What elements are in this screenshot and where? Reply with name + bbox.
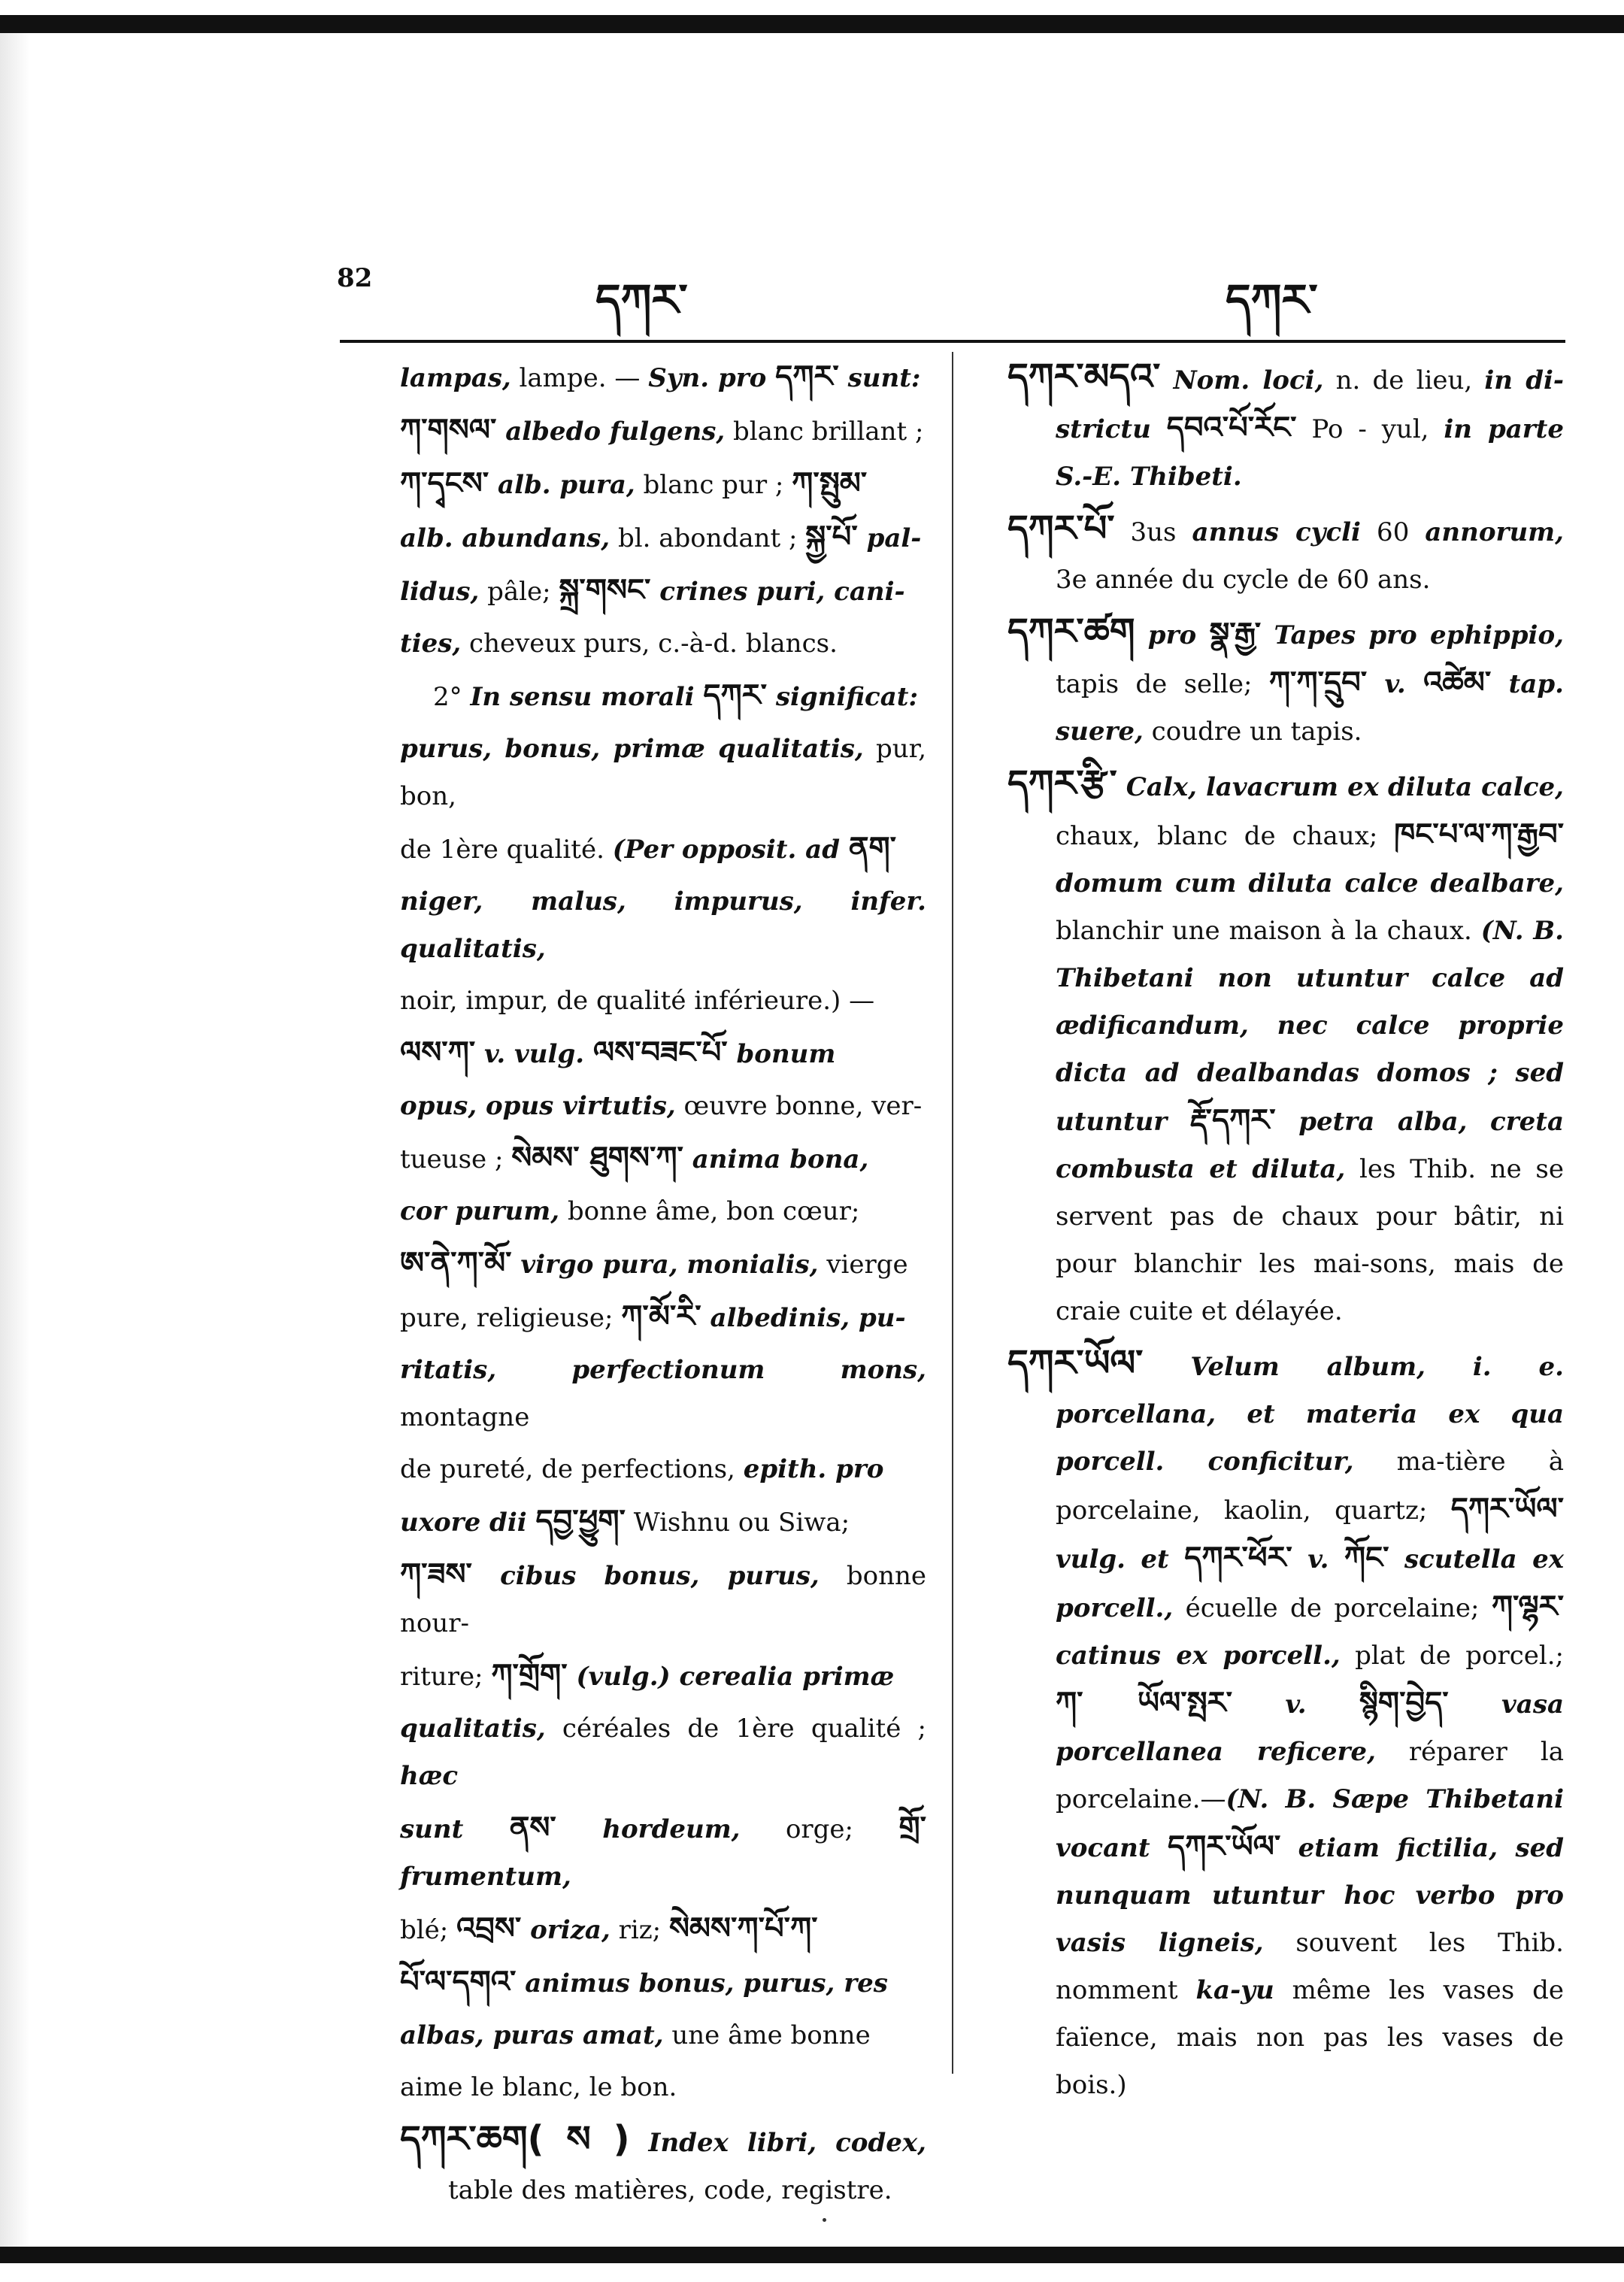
tibetan-term: ལས་ཀ་ — [400, 1035, 476, 1070]
french-text: réparer la porcelaine.— — [1056, 1737, 1564, 1814]
tibetan-term: དཀར་ — [703, 678, 768, 713]
latin-text: vasa porcellanea reficere, — [1056, 1690, 1564, 1767]
tibetan-term: ཀ་ ཡོལ་སྤར་ — [1056, 1686, 1232, 1720]
latin-text: domum cum diluta calce dealbare, — [1056, 868, 1564, 899]
text-line — [400, 878, 926, 973]
latin-text: v. — [1232, 1690, 1359, 1720]
french-text: tueuse ; — [400, 1144, 512, 1174]
left-column — [400, 353, 926, 2219]
french-text: chaux, blanc de chaux; — [1056, 821, 1395, 851]
french-text: 2° — [433, 682, 471, 712]
french-text: riture; — [400, 1662, 492, 1692]
tibetan-term: དཀར་ཕོར་ — [1184, 1541, 1292, 1575]
tibetan-term: ཀ་མོ་རི་ — [621, 1299, 701, 1334]
latin-text: albedo fulgens, — [496, 417, 726, 447]
text-line — [400, 672, 926, 721]
tibetan-term: ཀོང་ — [1344, 1541, 1389, 1575]
french-text: Po - yul, — [1296, 414, 1444, 444]
text-line — [400, 1446, 926, 1493]
french-text: riz; — [610, 1915, 669, 1945]
text-line — [400, 1498, 926, 1547]
french-text: pâle; — [479, 577, 559, 607]
latin-text: hæc — [400, 1761, 459, 1791]
french-text: pure, religieuse; — [400, 1303, 622, 1333]
text-line — [400, 825, 926, 874]
tibetan-term: དཀར་ཡོལ་ — [1167, 1829, 1281, 1864]
french-text: bl. abondant ; — [610, 523, 806, 553]
tibetan-term: ཀ་ཀ་དྲུབ་ — [1268, 665, 1368, 700]
latin-text: Index libri, codex, — [629, 2128, 926, 2158]
latin-text: petra alba, creta combusta et diluta, — [1056, 1107, 1564, 1184]
french-text: blanc brillant ; — [725, 417, 924, 447]
latin-text: crines puri, cani- — [650, 577, 905, 607]
tibetan-term: ཀ་ལྷར་ — [1491, 1590, 1564, 1624]
text-line — [400, 1905, 926, 1954]
latin-text: niger, malus, impurus, infer. qualitatis, — [400, 886, 926, 964]
text-line — [400, 1083, 926, 1130]
latin-text: annorum, — [1425, 517, 1564, 547]
french-text: montagne — [400, 1402, 530, 1432]
text-line — [400, 1188, 926, 1235]
french-text: œuvre bonne, ver- — [675, 1091, 923, 1121]
latin-text: ritatis, perfectionum mons, — [400, 1355, 926, 1385]
text-line — [400, 1959, 926, 2008]
latin-text: (Per opposit. ad — [612, 835, 849, 865]
text-line — [400, 1652, 926, 1701]
headword: དཀར་ཚག — [1007, 611, 1135, 653]
latin-text: virgo pura, monialis, — [511, 1250, 819, 1280]
latin-text: tap. suere, — [1056, 669, 1564, 747]
latin-text: Nom. loci, — [1160, 365, 1324, 395]
text-line — [400, 1551, 926, 1647]
latin-text: In sensu morali — [470, 682, 704, 712]
tibetan-term: དཀར་ — [775, 359, 839, 394]
french-text: lampe. — — [511, 363, 649, 393]
tibetan-term: དབའ་པོ་རོང་ — [1166, 411, 1297, 445]
text-line — [400, 1805, 926, 1901]
latin-text: pro — [1135, 620, 1210, 650]
tibetan-term: ཀ་སྤུམ་ — [792, 466, 868, 501]
french-text: une âme bonne — [663, 2020, 871, 2050]
text-line — [400, 567, 926, 616]
latin-text: (N. B. Sæpe Thibetani vocant — [1056, 1784, 1564, 1863]
french-text: 3us — [1114, 517, 1192, 547]
page-left-edge — [0, 30, 30, 2248]
latin-text: v. — [1292, 1544, 1344, 1574]
text-line — [400, 2064, 926, 2111]
french-text: les Thib. ne se servent pas de chaux pour bâtir, ni pour blanchir les mai-sons, mais de craie cuite et délayée. — [1056, 1154, 1564, 1326]
latin-text: Syn. pro — [648, 363, 776, 393]
french-text: noir, impur, de qualité inférieure.) — — [400, 986, 875, 1016]
french-text: même les vases de faïence, mais non pas les vases de bois.) — [1056, 1975, 1565, 2100]
french-text: blé; — [400, 1915, 457, 1945]
latin-text: purus, bonus, primæ qualitatis, — [400, 734, 864, 764]
headword: དཀར་མདའ་ — [1007, 356, 1161, 398]
tibetan-term: ཀ་ཟས་ — [400, 1557, 472, 1592]
latin-text: sunt — [400, 1814, 510, 1844]
latin-text: significat: — [767, 682, 919, 712]
latin-text: qualitatis, — [400, 1714, 546, 1744]
latin-text: v. vulg. — [475, 1039, 593, 1069]
latin-text: bonum — [727, 1039, 836, 1069]
latin-text: lampas, — [400, 363, 511, 393]
latin-text: frumentum, — [400, 1862, 571, 1892]
tibetan-term: འབྲས་ — [456, 1911, 522, 1946]
french-text: de 1ère qualité. — [400, 835, 613, 865]
french-text: pur, bon, — [400, 734, 927, 811]
latin-text: epith. pro — [743, 1454, 884, 1484]
tibetan-term: དབྱ་ཕྱུག་ — [535, 1504, 626, 1538]
latin-text: animus bonus, purus, res — [516, 1968, 888, 1999]
text-line — [400, 977, 926, 1025]
latin-text: in di-strictu — [1056, 365, 1564, 444]
text-line — [400, 726, 926, 820]
latin-text: v. — [1367, 669, 1424, 699]
french-text: vierge — [818, 1250, 908, 1280]
tibetan-term: འཚེམ་ — [1423, 665, 1492, 700]
text-line — [400, 1240, 926, 1289]
french-text: écuelle de porcelaine; — [1173, 1593, 1492, 1623]
french-text: souvent les Thib. nomment — [1056, 1928, 1564, 2005]
text-line — [400, 1293, 926, 1342]
french-text: orge; — [740, 1814, 899, 1844]
latin-text: (N. B. Thibetani non utuntur calce ad ædificandum, nec calce proprie dicta ad dealbandas domos ; sed utuntur — [1056, 916, 1564, 1137]
page-number: 82 — [337, 263, 373, 293]
tibetan-term: དཀར་ཡོལ་ — [1450, 1492, 1564, 1526]
headword: དཀར་ཡོལ་ — [1007, 1342, 1144, 1384]
latin-text: annus cycli — [1192, 517, 1361, 547]
latin-text: in parte S.-E. Thibeti. — [1056, 414, 1565, 492]
french-text: coudre un tapis. — [1143, 717, 1362, 747]
tibetan-term: གྲོ་ — [898, 1811, 926, 1845]
tibetan-term: སྐྱ་པོ་ — [805, 520, 858, 554]
dictionary-entry — [1007, 760, 1564, 1335]
tibetan-term: ཁང་པ་ལ་ཀ་རྒྱབ་ — [1394, 817, 1564, 852]
latin-text: cor purum, — [400, 1196, 560, 1226]
latin-text: Tapes pro ephippio, — [1261, 620, 1564, 650]
french-text: 3e année du cycle de 60 ans. — [1056, 565, 1431, 595]
latin-text: lidus, — [400, 577, 480, 607]
text-line — [400, 1135, 926, 1183]
top-border-bar — [0, 15, 1624, 33]
latin-text: hordeum, — [556, 1814, 741, 1844]
tibetan-term: ལས་བཟང་པོ་ — [592, 1035, 728, 1070]
bottom-border-bar — [0, 2247, 1624, 2263]
text-line — [400, 407, 926, 456]
text-line — [400, 460, 926, 509]
latin-text: anima bona, — [683, 1144, 869, 1174]
french-text: blanc pur ; — [635, 470, 792, 500]
column-divider — [952, 352, 953, 2074]
running-head-left: དཀར་ — [595, 274, 688, 326]
french-text: tapis de selle; — [1056, 669, 1269, 699]
french-text: blanchir une maison à la chaux. — [1056, 916, 1481, 946]
tibetan-term: རྡོ་དཀར་ — [1189, 1103, 1276, 1138]
text-line — [400, 1705, 926, 1800]
french-text: table des matières, code, registre. — [448, 2175, 892, 2205]
headword: དཀར་རྩི་ — [1007, 762, 1117, 805]
dictionary-entry — [1007, 1340, 1564, 2109]
french-text: Wishnu ou Siwa; — [625, 1508, 850, 1538]
printer-mark — [823, 2218, 826, 2222]
latin-text: albedinis, pu- — [701, 1303, 906, 1333]
header-rule — [340, 340, 1565, 343]
latin-text: albas, puras amat, — [400, 2020, 664, 2050]
dictionary-entry — [1007, 608, 1564, 756]
tibetan-term: སྐྲ་གསང་ — [559, 573, 651, 608]
latin-text: pal- — [857, 523, 922, 553]
latin-text: Calx, lavacrum ex diluta calce, — [1116, 772, 1564, 802]
latin-text: ties, — [400, 629, 462, 659]
latin-text: uxore dii — [400, 1508, 536, 1538]
french-text: n. de lieu, — [1323, 365, 1485, 395]
tibetan-term: ཨ་ནེ་ཀ་མོ་ — [400, 1246, 512, 1280]
latin-text: (vulg.) cerealia primæ — [567, 1662, 895, 1692]
french-text: bonne nour- — [400, 1561, 926, 1638]
french-text: de pureté, de perfections, — [400, 1454, 744, 1484]
french-text: cheveux purs, c.-à-d. blancs. — [461, 629, 838, 659]
tibetan-term: པོ་ལ་དགའ་ — [400, 1965, 517, 1999]
latin-text: Velum album, i. e. porcellana, et materia ex qua porcell. conficitur, — [1056, 1352, 1564, 1477]
tibetan-term: སྙིག་བྱེད་ — [1359, 1686, 1449, 1720]
tibetan-term: ནས་ — [509, 1811, 556, 1845]
latin-text: catinus ex porcell., — [1056, 1641, 1341, 1671]
latin-text: oriza, — [521, 1915, 611, 1945]
tibetan-term: སྣ་རྒྱ་ — [1209, 617, 1262, 651]
dictionary-entry — [400, 2116, 926, 2214]
french-text: plat de porcel.; — [1340, 1641, 1564, 1671]
dictionary-entry — [1007, 505, 1564, 604]
french-text: céréales de 1ère qualité ; — [545, 1714, 926, 1744]
headword: དཀར་ཆག( ས ) — [400, 2118, 630, 2160]
french-text: 60 — [1360, 517, 1426, 547]
tibetan-term: སེམས་ཀ་པོ་ཀ་ — [668, 1911, 818, 1946]
french-text: aime le blanc, le bon. — [400, 2072, 677, 2102]
tibetan-term: ཀ་དྭངས་ — [400, 466, 489, 501]
text-line — [400, 1347, 926, 1441]
text-line — [400, 353, 926, 402]
text-line — [400, 620, 926, 668]
latin-text: alb. abundans, — [400, 523, 611, 553]
text-line — [400, 514, 926, 562]
latin-text: vulg. et — [1056, 1544, 1185, 1574]
text-line — [400, 1029, 926, 1078]
latin-text: ka-yu — [1195, 1975, 1274, 2005]
french-text: ma-tière à porcelaine, kaolin, quartz; — [1056, 1447, 1565, 1526]
french-text: bonne âme, bon cœur; — [559, 1196, 860, 1226]
latin-text: opus, opus virtutis, — [400, 1091, 676, 1121]
latin-text: cibus bonus, purus, — [471, 1561, 820, 1591]
headword: དཀར་པོ་ — [1007, 508, 1115, 550]
latin-text: etiam fictilia, sed nunquam utuntur hoc verbo pro vasis ligneis, — [1056, 1833, 1564, 1958]
latin-text: alb. pura, — [489, 470, 635, 500]
tibetan-term: ཀ་གསལ་ — [400, 413, 497, 447]
tibetan-term: ནག་ — [848, 831, 897, 865]
latin-text: scutella ex porcell., — [1056, 1544, 1565, 1623]
tibetan-term: སེམས་ ཐུགས་ཀ་ — [511, 1141, 683, 1175]
dictionary-entry — [1007, 353, 1564, 501]
text-line — [400, 2012, 926, 2059]
right-column — [1007, 353, 1564, 2114]
running-head-right: དཀར་ — [1226, 274, 1318, 326]
tibetan-term: ཀ་གྲོག་ — [491, 1658, 568, 1693]
latin-text: sunt: — [838, 363, 921, 393]
